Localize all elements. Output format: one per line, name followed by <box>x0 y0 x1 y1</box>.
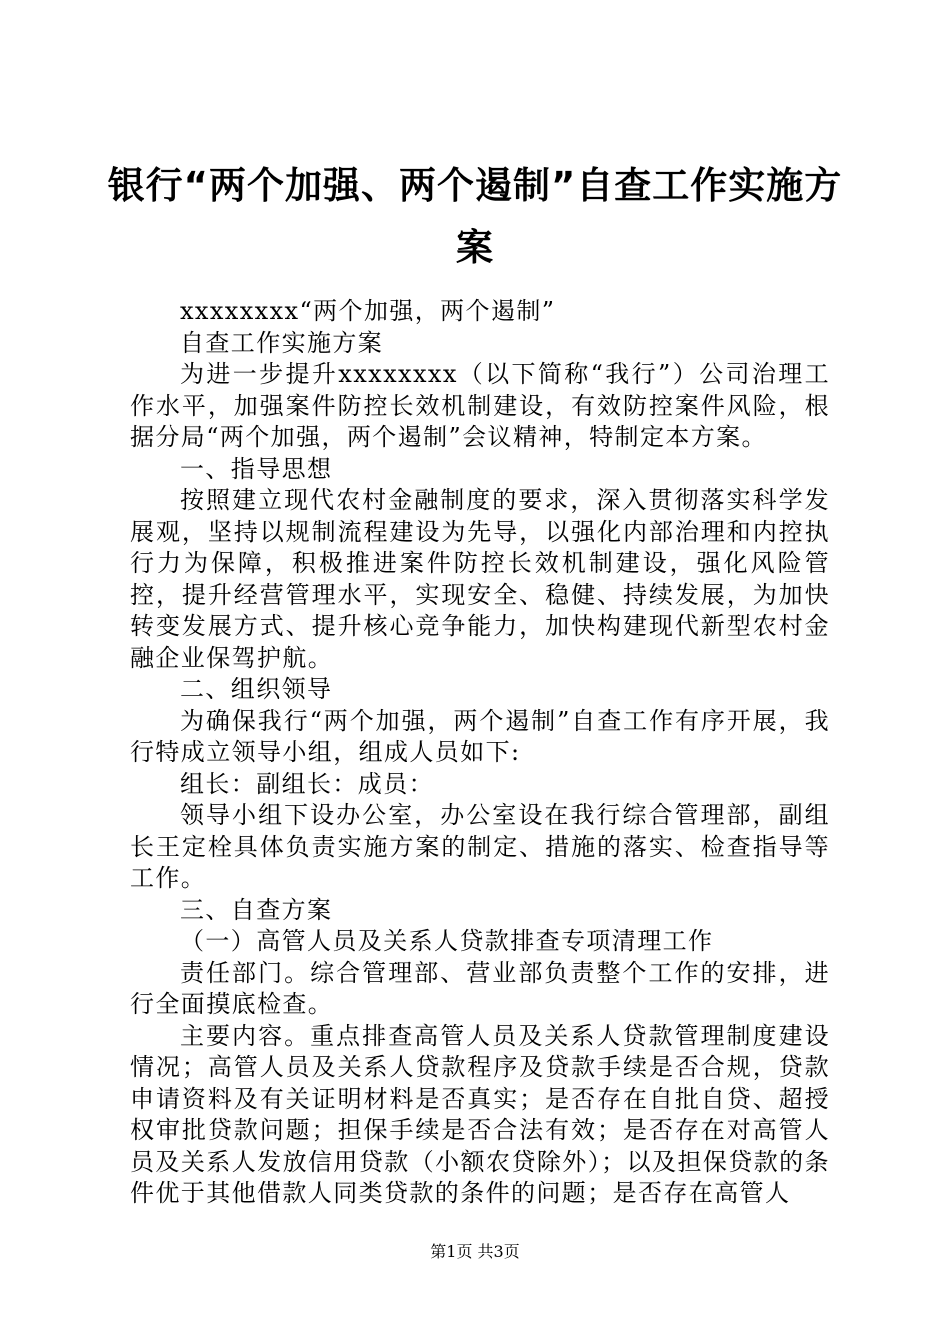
intro-paragraph: 为进一步提升xxxxxxxx（以下简称“我行”）公司治理工作水平，加强案件防控长效机制建设，有效防控案件风险，根据分局“两个加强，两个遏制”会议精神，特制定本方案。 <box>130 360 830 451</box>
group-members-line: 组长：副组长：成员： <box>180 769 434 798</box>
responsible-department-paragraph: 责任部门。综合管理部、营业部负责整个工作的安排，进行全面摸底检查。 <box>130 958 830 1018</box>
office-paragraph: 领导小组下设办公室，办公室设在我行综合管理部，副组长王定栓具体负责实施方案的制定、措施的落实、检查指导等工作。 <box>130 801 830 892</box>
main-content-paragraph: 主要内容。重点排查高管人员及关系人贷款管理制度建设情况；高管人员及关系人贷款程序及贷款手续是否合规，贷款申请资料及有关证明材料是否真实；是否存在自批自贷、超授权审批贷款问题；担保手续是否合法有效；是否存在对高管人员及关系人发放信用贷款（小额农贷除外）；以及担保贷款的条件优于其他借款人同类贷款的条件的问题；是否存在高管人 <box>130 1021 830 1207</box>
organization-paragraph: 为确保我行“两个加强，两个遏制”自查工作有序开展，我行特成立领导小组，组成人员如下: <box>130 706 830 766</box>
guiding-ideology-paragraph: 按照建立现代农村金融制度的要求，深入贯彻落实科学发展观，坚持以规制流程建设为先导，以强化内部治理和内控执行力为保障，积极推进案件防控长效机制建设，强化风险管控，提升经营管理水平，实现安全、稳健、持续发展，为加快转变发展方式、提升核心竞争能力，加快构建现代新型农村金融企业保驾护航。 <box>130 486 830 672</box>
page-footer: 第1页 共3页 <box>430 1242 520 1261</box>
subtitle-line-2: 自查工作实施方案 <box>180 328 384 357</box>
section-heading-guiding-ideology: 一、指导思想 <box>180 454 333 483</box>
document-title: 银行“两个加强、两个遏制”自查工作实施方案 <box>107 164 843 269</box>
section-heading-self-check: 三、自查方案 <box>180 895 333 924</box>
subsection-heading-1: （一）高管人员及关系人贷款排查专项清理工作 <box>180 927 714 955</box>
subtitle-line-1: xxxxxxxx“两个加强，两个遏制” <box>180 297 556 325</box>
section-heading-organization: 二、组织领导 <box>180 675 333 703</box>
document-body <box>130 296 830 1210</box>
